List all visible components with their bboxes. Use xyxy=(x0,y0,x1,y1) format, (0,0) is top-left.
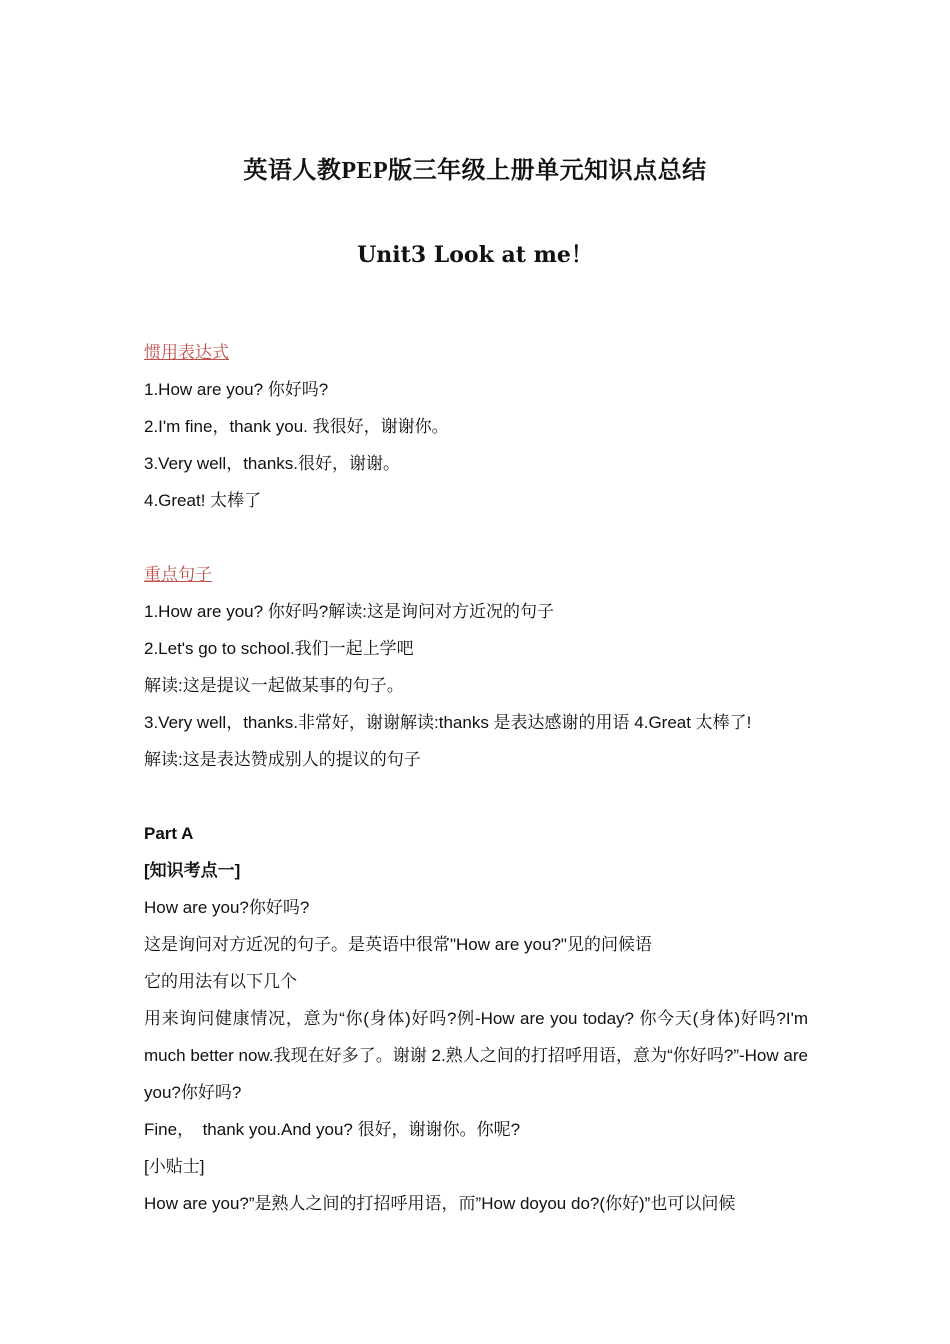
sentences-heading: 重点句子 xyxy=(144,565,212,584)
sentence-line: 解读:这是表达赞成别人的提议的句子 xyxy=(144,750,421,769)
idiom-item: 3.Very well，thanks.很好，谢谢。 xyxy=(144,454,401,473)
idiom-item: 2.I'm fine，thank you. 我很好，谢谢你。 xyxy=(144,417,449,436)
part-a-line: How are you?你好吗? xyxy=(144,898,310,917)
tip-text: How are you?”是熟人之间的打招呼用语，而”How doyou do?(你好)”也可以问候 xyxy=(144,1194,736,1213)
part-a-line: 这是询问对方近况的句子。是英语中很常"How are you?"见的问候语 xyxy=(144,935,652,954)
sentence-line: 解读:这是提议一起做某事的句子。 xyxy=(144,676,404,695)
part-a-heading: Part A xyxy=(144,824,194,843)
part-a-line: 它的用法有以下几个 xyxy=(144,972,297,991)
document-body xyxy=(144,334,808,1222)
idiom-item: 1.How are you? 你好吗? xyxy=(144,380,329,399)
sentence-line: 1.How are you? 你好吗?解读:这是询问对方近况的句子 xyxy=(144,602,554,621)
idioms-heading: 惯用表达式 xyxy=(144,343,229,362)
document-title: 英语人教PEP版三年级上册单元知识点总结 xyxy=(243,158,707,184)
unit-title: Unit3 Look at me！ xyxy=(357,242,593,268)
sentence-line: 3.Very well，thanks.非常好，谢谢解读:thanks 是表达感谢的用语 4.Great 太棒了! xyxy=(144,713,752,732)
idiom-item: 4.Great! 太棒了 xyxy=(144,491,262,510)
sentence-line: 2.Let's go to school.我们一起上学吧 xyxy=(144,639,414,658)
part-a-line: Fine， thank you.And you? 很好，谢谢你。你呢? xyxy=(144,1120,521,1139)
tip-label: [小贴士] xyxy=(144,1157,205,1176)
knowledge-point-label: [知识考点一] xyxy=(144,861,241,880)
part-a-paragraph: 用来询问健康情况，意为“你(身体)好吗?例-How are you today? 你今天(身体)好吗?I'm much better now.我现在好多了。谢谢 2.熟人之间的打招呼用语，意为“你好吗?”-How are you?你好吗? xyxy=(144,1009,808,1102)
